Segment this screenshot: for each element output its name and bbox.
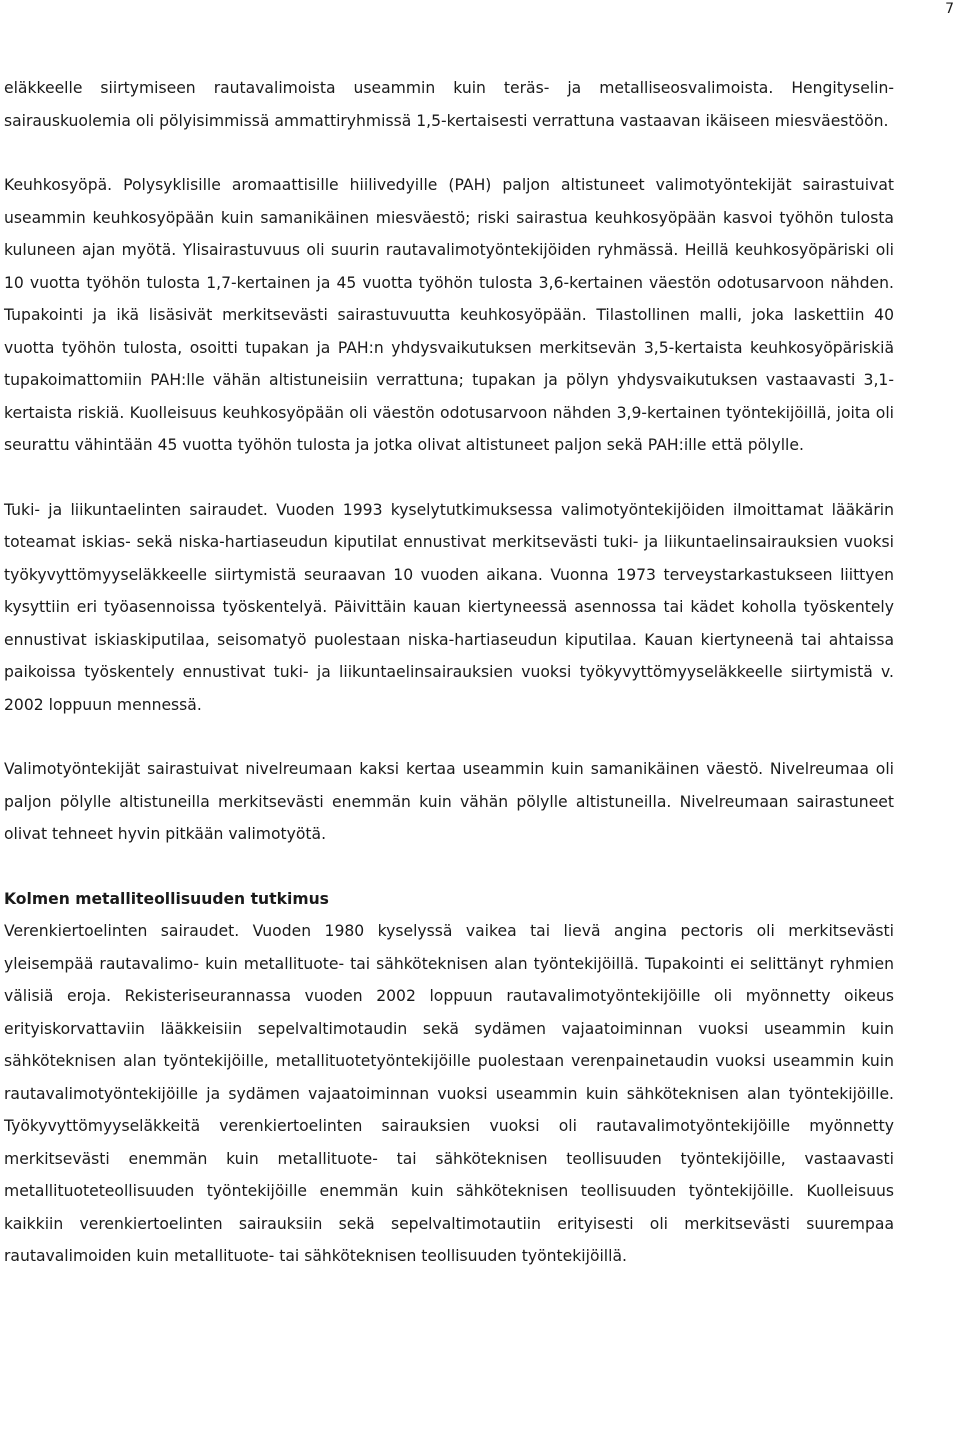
paragraph-tuki-ja-liikuntaelinten-sairaudet: Tuki- ja liikuntaelinten sairaudet. Vuoden 1993 kyselytutkimuksessa valimotyöntekijöiden ilmoittamat lääkärin toteamat iskias- sekä niska-hartiaseudun kiputilat ennustivat merkitsevästi tuki- ja liikuntaelinsairauksien vuoksi työkyvyttömyyseläkkeelle siirtymistä seuraavan 10 vuoden aikana. Vuonna 1973 terveystarkastukseen liittyen kysyttiin eri työasennoissa työskentelyä. Päivittäin kauan kiertyneessä asennossa tai kädet koholla työskentely ennustivat iskiaskiputilaa, seisomatyö puolestaan niska-hartiaseudun kiputilaa. Kauan kiertyneenä tai ahtaissa paikoissa työskentely ennustivat tuki- ja liikuntaelinsairauksien vuoksi työkyvyttömyyseläkkeelle siirtymistä v. 2002 loppuun mennessä. [4,500,894,714]
paragraph-hengityselinsairaudet: eläkkeelle siirtymiseen rautavalimoista useammin kuin teräs- ja metalliseosvalimoista. Hengityselin-sairauskuolemia oli pölyisimmissä ammattiryhmissä 1,5-kertaisesti verrattuna vastaavan ikäiseen miesväestöön. [4,79,894,130]
paragraph-nivelreuma: Valimotyöntekijät sairastuivat nivelreumaan kaksi kertaa useammin kuin samanikäinen väestö. Nivelreumaa oli paljon pölylle altistuneilla merkitsevästi enemmän kuin vähän pölylle altistuneilla. Nivelreumaan sairastuneet olivat tehneet hyvin pitkään valimotyötä. [4,760,894,843]
page-number: 7 [945,1,954,17]
paragraph-keuhkosyopa: Keuhkosyöpä. Polysyklisille aromaattisille hiilivedyille (PAH) paljon altistuneet valimotyöntekijät sairastuivat useammin keuhkosyöpään kuin samanikäinen miesväestö; riski sairastua keuhkosyöpään kasvoi työhön tulosta kuluneen ajan myötä. Ylisairastuvuus oli suurin rautavalimotyöntekijöiden ryhmässä. Heillä keuhkosyöpäriski oli 10 vuotta työhön tulosta 1,7-kertainen ja 45 vuotta työhön tulosta 3,6-kertainen väestön odotusarvoon nähden. Tupakointi ja ikä lisäsivät merkitsevästi sairastuvuutta keuhkosyöpään. Tilastollinen malli, joka laskettiin 40 vuotta työhön tulosta, osoitti tupakan ja PAH:n yhdysvaikutuksen merkitsevän 3,5-kertaista keuhkosyöpäriskiä tupakoimattomiin PAH:lle vähän altistuneisiin verrattuna; tupakan ja pölyn yhdysvaikutuksen vastaavasti 3,1-kertaista riskiä. Kuolleisuus keuhkosyöpään oli väestön odotusarvoon nähden 3,9-kertainen työntekijöillä, joita oli seurattu vähintään 45 vuotta työhön tulosta ja jotka olivat altistuneet paljon sekä PAH:ille että pölylle. [4,176,894,454]
paragraph-verenkiertoelinten-sairaudet: Verenkiertoelinten sairaudet. Vuoden 1980 kyselyssä vaikea tai lievä angina pectoris oli merkitsevästi yleisempää rautavalimo- kuin metallituote- tai sähköteknisen alan työntekijöillä. Tupakointi ei selittänyt ryhmien välisiä eroja. Rekisteriseurannassa vuoden 2002 loppuun rautavalimotyöntekijöille oli myönnetty oikeus erityiskorvattaviin lääkkeisiin sepelvaltimotaudin sekä sydämen vajaatoiminnan vuoksi useammin kuin sähköteknisen alan työntekijöille, metallituotetyöntekijöille puolestaan verenpainetaudin vuoksi useammin kuin rautavalimotyöntekijöille ja sydämen vajaatoiminnan vuoksi useammin kuin sähköteknisen alan työntekijöille. Työkyvyttömyyseläkkeitä verenkiertoelinten sairauksien vuoksi oli rautavalimotyöntekijöille myönnetty merkitsevästi enemmän kuin metallituote- tai sähköteknisen teollisuuden työntekijöille, vastaavasti metallituoteteollisuuden työntekijöille enemmän kuin sähköteknisen teollisuuden työntekijöille. Kuolleisuus kaikkiin verenkiertoelinten sairauksiin sekä sepelvaltimotautiin erityisesti oli merkitsevästi suurempaa rautavalimoiden kuin metallituote- tai sähköteknisen teollisuuden työntekijöillä. [4,922,894,1265]
document-body [4,72,894,1273]
section-heading: Kolmen metalliteollisuuden tutkimus [4,889,329,908]
